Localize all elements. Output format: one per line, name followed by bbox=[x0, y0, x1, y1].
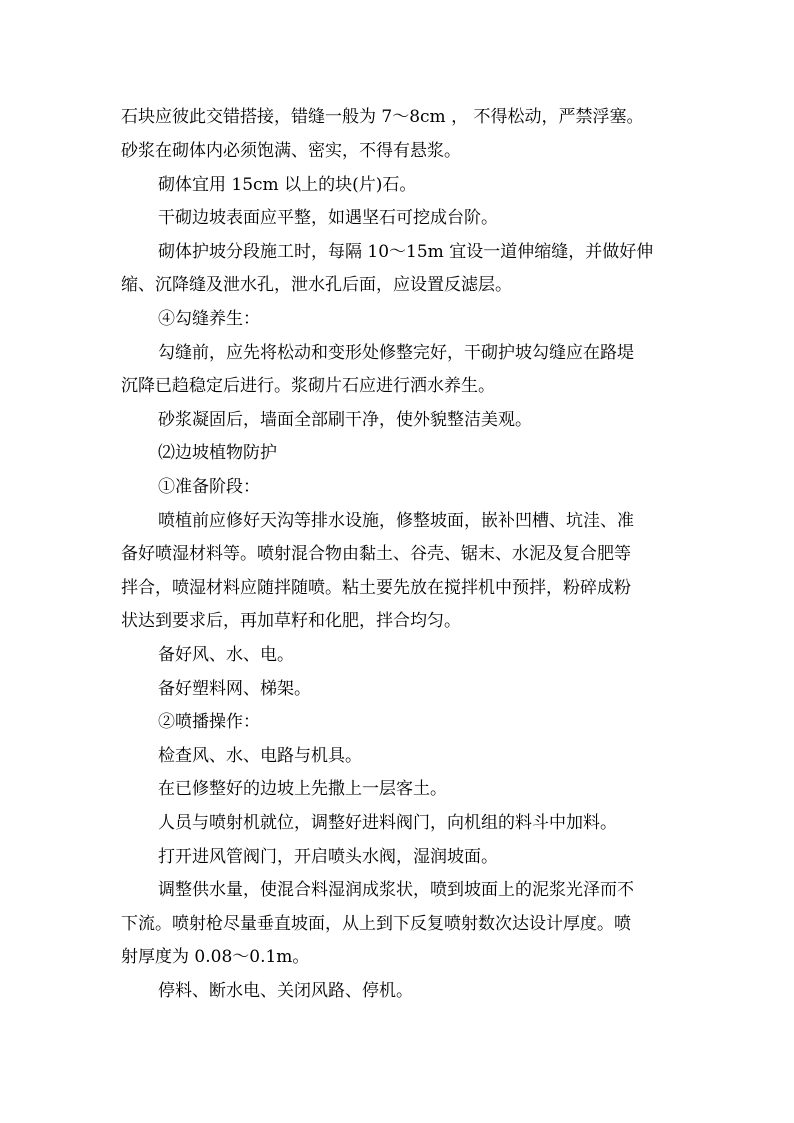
text-line: 砌体护坡分段施工时，每隔 10～15m 宜设一道伸缩缝，并做好伸 bbox=[158, 242, 654, 262]
text-line: 检查风、水、电路与机具。 bbox=[158, 746, 362, 766]
text-line: 缩、沉降缝及泄水孔，泄水孔后面，应设置反滤层。 bbox=[121, 275, 512, 295]
text-line: 拌合，喷湿材料应随拌随喷。粘土要先放在搅拌机中预拌，粉碎成粉 bbox=[121, 578, 631, 598]
text-line: 喷植前应修好天沟等排水设施，修整坡面，嵌补凹槽、坑洼、准 bbox=[158, 511, 634, 531]
text-line: 人员与喷射机就位，调整好进料阀门，向机组的料斗中加料。 bbox=[158, 813, 617, 833]
section-heading: ②喷播操作： bbox=[158, 712, 260, 732]
text-line: 砂浆在砌体内必须饱满、密实，不得有悬浆。 bbox=[121, 141, 461, 161]
text-line: 射厚度为 0.08～0.1m。 bbox=[121, 947, 310, 967]
text-line: 状达到要求后，再加草籽和化肥，拌合均匀。 bbox=[121, 611, 461, 631]
text-line: 停料、断水电、关闭风路、停机。 bbox=[158, 981, 413, 1001]
text-line: 勾缝前，应先将松动和变形处修整完好，干砌护坡勾缝应在路堤 bbox=[158, 343, 634, 363]
text-line: 在已修整好的边坡上先撒上一层客土。 bbox=[158, 779, 447, 799]
text-line: 砂浆凝固后，墙面全部刷干净，使外貌整洁美观。 bbox=[158, 410, 532, 430]
text-line: 调整供水量，使混合料湿润成浆状，喷到坡面上的泥浆光泽而不 bbox=[158, 880, 634, 900]
text-line: 下流。喷射枪尽量垂直坡面，从上到下反复喷射数次达设计厚度。喷 bbox=[121, 914, 631, 934]
text-line: 备好塑料网、梯架。 bbox=[158, 679, 311, 699]
text-line: 干砌边坡表面应平整，如遇坚石可挖成台阶。 bbox=[158, 208, 498, 228]
text-line: 石块应彼此交错搭接，错缝一般为 7～8cm ， 不得松动，严禁浮塞。 bbox=[121, 107, 644, 127]
section-heading: ①准备阶段： bbox=[158, 477, 260, 497]
text-line: 砌体宜用 15cm 以上的块(片)石。 bbox=[158, 175, 417, 195]
text-line: 打开进风管阀门，开启喷头水阀，湿润坡面。 bbox=[158, 847, 498, 867]
text-line: 沉降已趋稳定后进行。浆砌片石应进行洒水养生。 bbox=[121, 376, 495, 396]
text-line: 备好喷湿材料等。喷射混合物由黏土、谷壳、锯末、水泥及复合肥等 bbox=[121, 544, 631, 564]
section-heading: ④勾缝养生： bbox=[158, 309, 260, 329]
section-heading: ⑵边坡植物防护 bbox=[158, 443, 277, 463]
text-line: 备好风、水、电。 bbox=[158, 645, 294, 665]
